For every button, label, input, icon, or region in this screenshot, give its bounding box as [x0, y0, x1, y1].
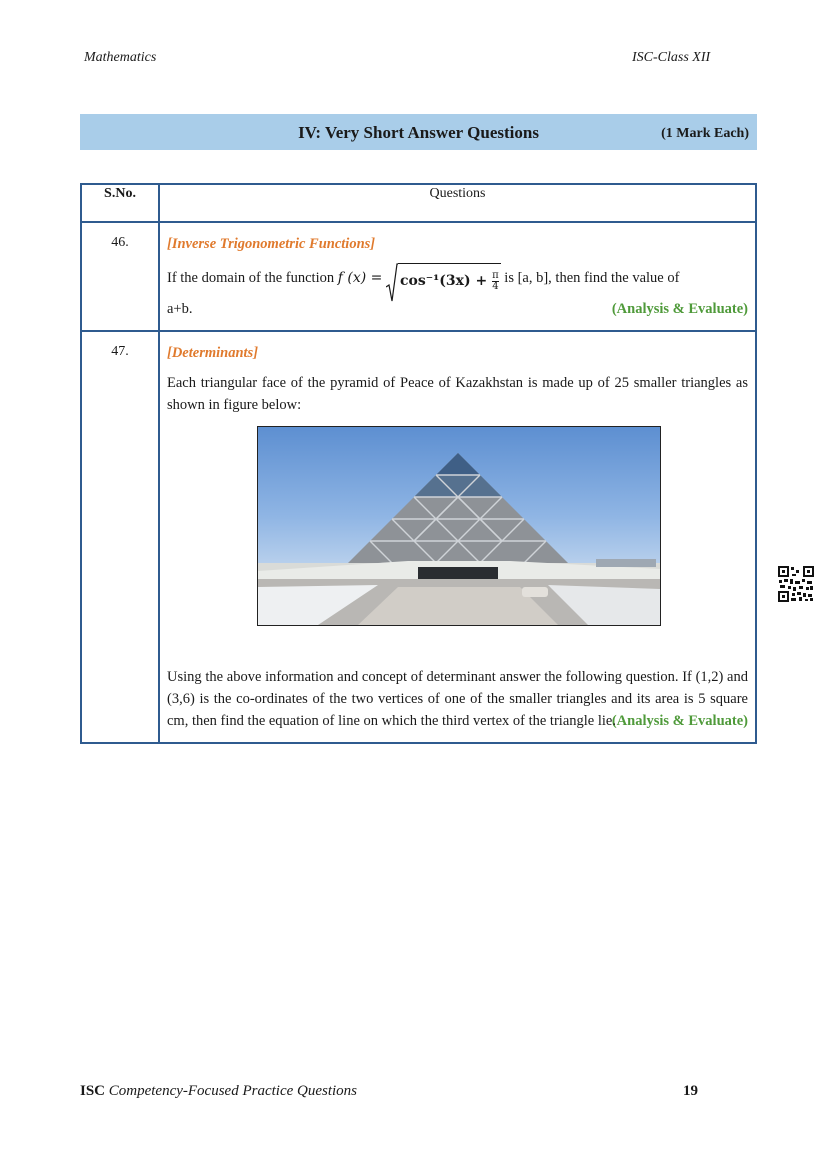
footer-title — [80, 1083, 357, 1100]
question-topic: [Determinants] — [167, 345, 259, 361]
question-cell — [159, 222, 756, 331]
pi-over-four — [492, 271, 499, 292]
question-cell — [159, 331, 756, 743]
question-text-end: a+b. — [167, 301, 193, 317]
section-banner — [80, 114, 757, 150]
header-class: ISC-Class XII — [632, 50, 711, 65]
pyramid-photo — [257, 426, 661, 626]
footer-brand: ISC — [80, 1083, 106, 1099]
function-label: f (x) = — [337, 269, 383, 286]
bloom-tag: (Analysis & Evaluate) — [611, 713, 748, 729]
radical-sign-icon — [386, 263, 398, 303]
square-root-expression — [386, 263, 501, 294]
table-row — [81, 331, 756, 743]
question-text-pre: If the domain of the function — [167, 269, 335, 286]
footer-subtitle: Competency-Focused Practice Questions — [108, 1083, 358, 1099]
question-text-end-line — [167, 298, 748, 320]
radicand — [398, 263, 501, 294]
qr-code-icon — [777, 565, 815, 603]
bloom-tag: (Analysis & Evaluate) — [611, 301, 748, 317]
radicand-text: cos⁻¹(3x) + — [400, 273, 488, 289]
question-topic: [Inverse Trigonometric Functions] — [167, 236, 376, 252]
table-row — [81, 222, 756, 331]
column-header-questions: Questions — [159, 184, 756, 222]
questions-table — [80, 183, 757, 744]
table-header-row — [81, 184, 756, 222]
question-body: Using the above information and concept of determinant answer the following question. If (1,2) and (3,6) is the co-ordinates of the two vertices of one of the smaller triangles and its area is 5 square cm, then find the equation of line on which the third vertex of the triangle lie. — [167, 669, 748, 729]
question-text-post: is [a, b], then find the value of — [504, 269, 680, 286]
question-number: 47. — [81, 331, 159, 743]
column-header-sno: S.No. — [81, 184, 159, 222]
section-title: IV: Very Short Answer Questions — [298, 123, 539, 142]
section-marks: (1 Mark Each) — [661, 126, 749, 141]
question-intro: Each triangular face of the pyramid of Peace of Kazakhstan is made up of 25 smaller triangles as shown in figure below: — [167, 375, 748, 413]
question-text — [167, 263, 748, 294]
header-subject: Mathematics — [84, 50, 157, 65]
fraction-denominator: 4 — [492, 280, 499, 292]
question-number: 46. — [81, 222, 159, 331]
pyramid-illustration — [258, 427, 660, 625]
fraction-numerator: π — [492, 269, 499, 281]
page-number: 19 — [683, 1083, 698, 1099]
